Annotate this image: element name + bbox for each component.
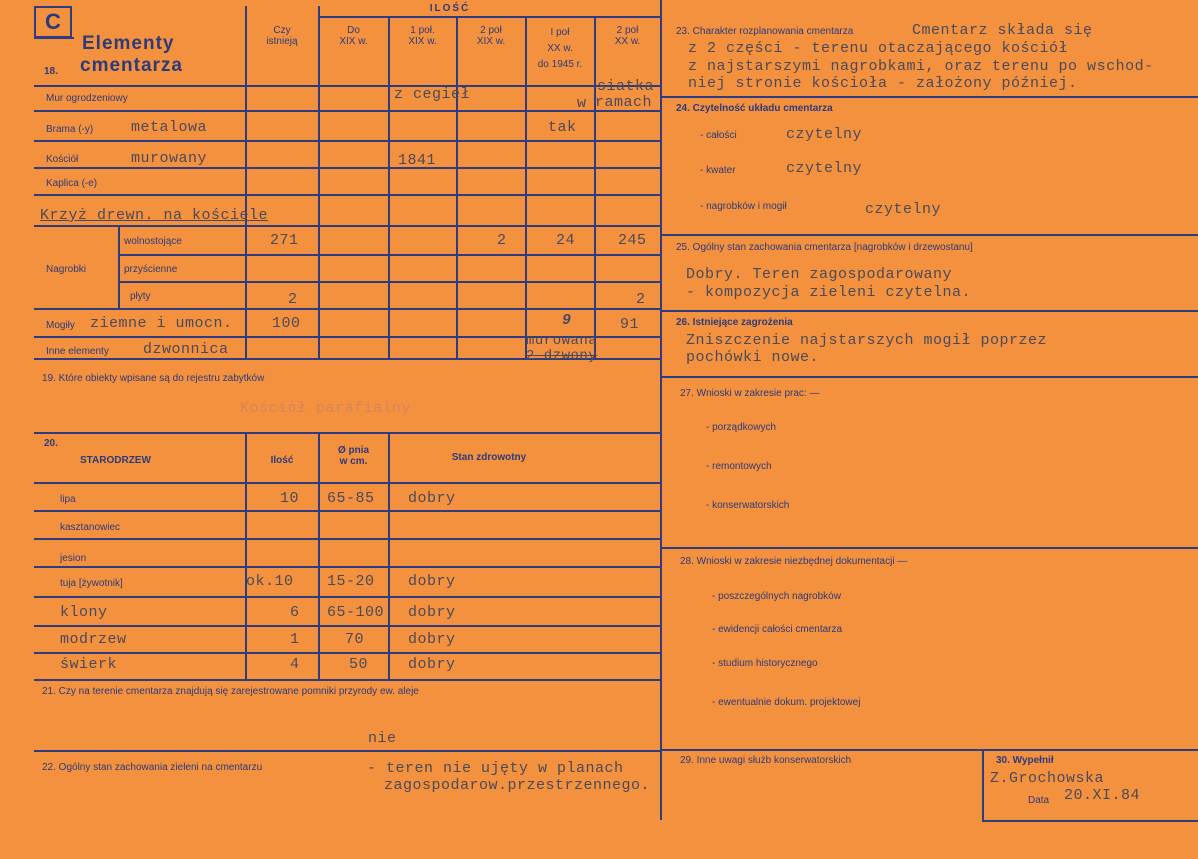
divider (661, 547, 1198, 549)
tree-row-name: kasztanowiec (60, 522, 121, 533)
section-number: 18. (44, 66, 58, 77)
wolno-c6: 245 (618, 232, 647, 249)
sec30-label: 30. Wypełnił (996, 755, 1054, 766)
col-2-xx: 2 poł XX w. (614, 25, 641, 47)
sec28-a: - poszczególnych nagrobków (712, 591, 841, 602)
sec20-num: 20. (44, 438, 58, 449)
divider (661, 376, 1198, 378)
divider (34, 482, 661, 484)
sec23-line1: Cmentarz składa się (912, 22, 1093, 39)
krzyz-label: Krzyż drewn. na kościele (40, 207, 269, 224)
plyty-label: płyty (130, 291, 151, 302)
divider (34, 432, 661, 434)
sec26-label: 26. Istniejące zagrożenia (676, 317, 793, 328)
sec27-b: - remontowych (706, 461, 772, 472)
tree-row-name: jesion (60, 553, 87, 564)
sec27-c: - konserwatorskich (706, 500, 790, 511)
tree-row-stan: dobry (408, 490, 456, 507)
tree-row-ilosc: 6 (290, 604, 300, 621)
wolno-label: wolnostojące (124, 236, 182, 247)
tree-row-ilosc: 4 (290, 656, 300, 673)
plyty-c1: 2 (288, 291, 298, 308)
sec30-data-label: Data (1028, 795, 1050, 806)
divider (318, 432, 320, 680)
sec23-label: 23. Charakter rozplanowania cmentarza (676, 26, 854, 37)
tree-row-pien: 65-85 (327, 490, 375, 507)
divider (34, 750, 661, 752)
sec27-label: 27. Wnioski w zakresie prac: — (680, 388, 820, 399)
ilosc-header: ILOŚĆ (429, 3, 471, 14)
divider (661, 749, 1198, 751)
divider (661, 310, 1198, 312)
divider (34, 625, 661, 627)
divider (594, 16, 596, 358)
divider (245, 432, 247, 680)
sec28-c: - studium historycznego (712, 658, 818, 669)
kosciol-value: murowany (131, 150, 208, 167)
sec26-line1: Zniszczenie najstarszych mogił poprzez (686, 332, 1048, 349)
col-do-xix: Do XIX w. (339, 25, 368, 47)
divider (118, 225, 120, 308)
col-pien: Ø pnia w cm. (337, 445, 370, 467)
divider (34, 225, 661, 227)
sec23-line2: z 2 części - terenu otaczającego kościół (688, 40, 1069, 57)
divider (34, 140, 661, 142)
mogily-c5: 9 (562, 312, 572, 329)
col-ilosc: Ilość (270, 455, 294, 466)
divider (388, 16, 390, 358)
sec30-name: Z.Grochowska (990, 770, 1105, 787)
divider (34, 596, 661, 598)
sec19-label: 19. Które obiekty wpisane są do rejestru zabytków (42, 373, 265, 384)
tree-row-name: modrzew (60, 631, 127, 648)
sec24-kwater: - kwater (700, 165, 736, 176)
sec24-kwater-value: czytelny (786, 160, 863, 177)
tree-row-pien: 65-100 (327, 604, 385, 621)
wolno-c5: 24 (556, 232, 576, 249)
sec26-line2: pochówki nowe. (686, 349, 820, 366)
tree-row-pien: 50 (349, 656, 369, 673)
sec24-nagrobkow-value: czytelny (865, 201, 942, 218)
col-1-xx: I poł XX w. do 1945 r. (537, 27, 583, 70)
sec28-b: - ewidencji całości cmentarza (712, 624, 843, 635)
sec29-label: 29. Inne uwagi służb konserwatorskich (680, 755, 852, 766)
plyty-c6: 2 (636, 291, 646, 308)
tree-row-name: tuja [żywotnik] (60, 578, 123, 589)
divider (34, 510, 661, 512)
tree-row-stan: dobry (408, 604, 456, 621)
divider (318, 16, 661, 18)
sec22-line1: - teren nie ujęty w planach (367, 760, 624, 777)
sec24-label: 24. Czytelność układu cmentarza (676, 103, 833, 114)
brama-value: metalowa (131, 119, 208, 136)
col-1-xix: 1 poł. XIX w. (408, 25, 437, 47)
tree-row-stan: dobry (408, 573, 456, 590)
divider (34, 110, 661, 112)
divider (118, 281, 661, 283)
card-letter: C (34, 6, 72, 38)
divider (34, 194, 661, 196)
divider (34, 37, 74, 39)
tree-row-ilosc: 10 (280, 490, 300, 507)
mur-ramach: ramach (595, 94, 653, 111)
divider (245, 6, 247, 358)
tree-row-name: klony (60, 604, 108, 621)
kosciol-year: 1841 (398, 152, 437, 169)
col-czy: Czy istnieją (266, 25, 298, 47)
divider (118, 254, 661, 256)
tree-row-pien: 70 (345, 631, 365, 648)
inne-dzwony: 2 dzwony (526, 348, 598, 364)
brama-tak: tak (548, 119, 577, 136)
tree-row-name: lipa (60, 494, 76, 505)
tree-row-stan: dobry (408, 631, 456, 648)
mur-value: z cegieł (394, 86, 471, 103)
mur-w: w (577, 95, 587, 112)
sec25-line2: - kompozycja zieleni czytelna. (686, 284, 972, 301)
kosciol-label: Kościół (46, 154, 79, 165)
title-line2: cmentarza (80, 55, 183, 76)
sec20-title: STARODRZEW (80, 455, 151, 466)
divider (34, 167, 661, 169)
tree-row-ilosc: ok.10 (246, 573, 294, 590)
mur-label: Mur ogrodzeniowy (46, 93, 128, 104)
mogily-c1: 100 (272, 315, 301, 332)
sec25-label: 25. Ogólny stan zachowania cmentarza [nagrobków i drzewostanu] (676, 242, 973, 253)
title-line1: Elementy (82, 33, 175, 54)
sec23-line3: z najstarszymi nagrobkami, oraz terenu po wschod- (688, 58, 1154, 75)
divider (661, 234, 1198, 236)
tree-row-stan: dobry (408, 656, 456, 673)
tree-row-ilosc: 1 (290, 631, 300, 648)
tree-row-pien: 15-20 (327, 573, 375, 590)
divider (982, 750, 984, 820)
mur-siatka: siatka (597, 78, 655, 95)
mogily-c6: 91 (620, 316, 640, 333)
sec24-calosci-value: czytelny (786, 126, 863, 143)
sec30-date: 20.XI.84 (1064, 787, 1141, 804)
divider (34, 566, 661, 568)
divider (661, 96, 1198, 98)
sec25-line1: Dobry. Teren zagospodarowany (686, 266, 953, 283)
sec28-label: 28. Wnioski w zakresie niezbędnej dokumentacji — (680, 556, 908, 567)
wolno-c4: 2 (497, 232, 507, 249)
divider (34, 679, 661, 681)
inne-value: dzwonnica (143, 341, 229, 358)
kaplica-label: Kaplica (-e) (46, 178, 98, 189)
divider (456, 16, 458, 358)
divider (982, 820, 1198, 822)
mogily-value: ziemne i umocn. (90, 315, 233, 332)
col-2-xix: 2 poł XIX w. (476, 25, 506, 47)
nagrobki-label: Nagrobki (46, 264, 87, 275)
inne-label: Inne elementy (46, 346, 109, 357)
sec21-value: nie (368, 730, 397, 747)
tree-row-name: świerk (60, 656, 118, 673)
mogily-label: Mogiły (46, 320, 75, 331)
divider (34, 652, 661, 654)
divider (34, 85, 661, 87)
przy-label: przyścienne (124, 264, 178, 275)
inne-murowana: murowana (526, 333, 598, 349)
divider (660, 0, 662, 820)
col-stan: Stan zdrowotny (451, 452, 527, 463)
sec27-a: - porządkowych (706, 422, 777, 433)
sec22-line2: zagospodarow.przestrzennego. (384, 777, 651, 794)
sec24-nagrobkow: - nagrobków i mogił (700, 201, 787, 212)
sec19-value: Kościół parafialny (240, 400, 412, 417)
brama-label: Brama (-y) (46, 124, 94, 135)
divider (34, 308, 661, 310)
divider (388, 432, 390, 680)
sec24-calosci: - całości (700, 130, 737, 141)
divider (34, 538, 661, 540)
sec23-line4: niej stronie kościoła - założony później. (688, 75, 1078, 92)
sec28-d: - ewentualnie dokum. projektowej (712, 697, 861, 708)
wolno-c1: 271 (270, 232, 299, 249)
divider (318, 6, 320, 358)
sec21-label: 21. Czy na terenie cmentarza znajdują się zarejestrowane pomniki przyrody ew. aleje (42, 686, 419, 697)
sec22-label: 22. Ogólny stan zachowania zieleni na cmentarzu (42, 762, 263, 773)
